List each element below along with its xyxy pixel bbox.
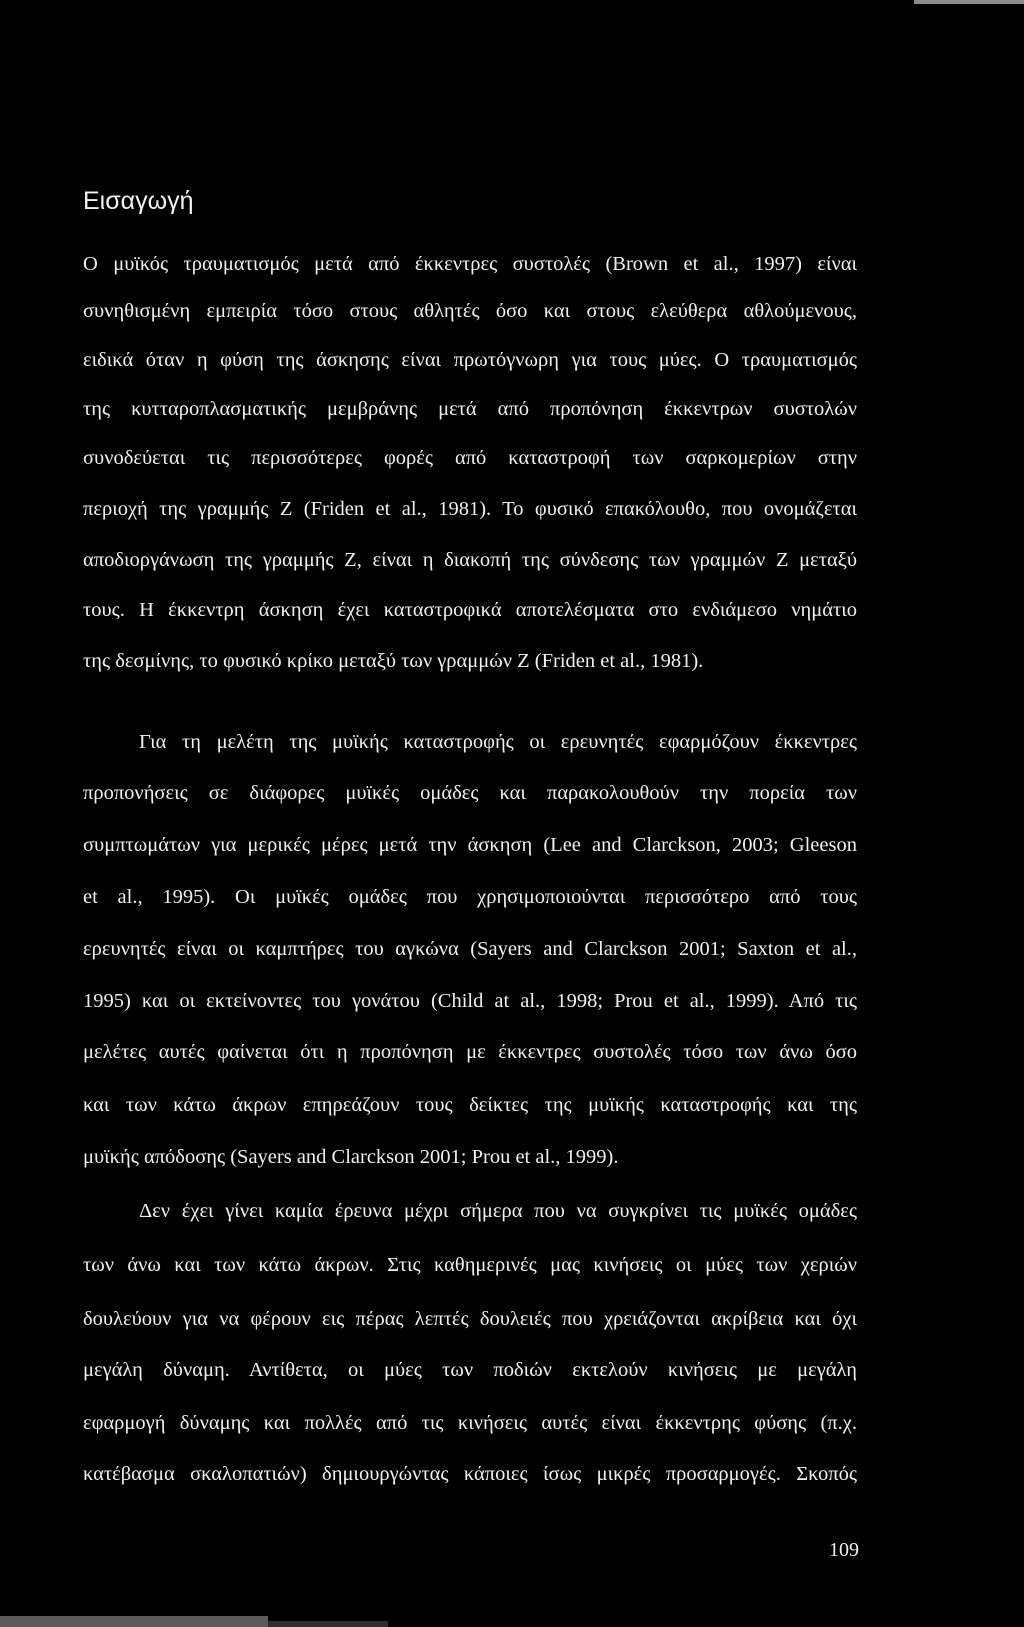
- text-line: ερευνητές είναι οι καμπτήρες του αγκώνα (Sayers and Clarckson 2001; Saxton et al.,: [83, 938, 857, 960]
- text-line: συνοδεύεται τις περισσότερες φορές από καταστροφή των σαρκομερίων στην: [83, 447, 857, 469]
- text-line: εφαρμογή δύναμης και πολλές από τις κινήσεις αυτές είναι έκκεντρης φύσης (π.χ.: [83, 1412, 857, 1434]
- page-number: 109: [829, 1539, 859, 1561]
- text-line: και των κάτω άκρων επηρεάζουν τους δείκτες της μυϊκής καταστροφής και της: [83, 1094, 857, 1116]
- text-line: της κυτταροπλασματικής μεμβράνης μετά από προπόνηση έκκεντρων συστολών: [83, 398, 857, 420]
- text-line: μεγάλη δύναμη. Αντίθετα, οι μύες των ποδιών εκτελούν κινήσεις με μεγάλη: [83, 1359, 857, 1381]
- text-line: αποδιοργάνωση της γραμμής Ζ, είναι η διακοπή της σύνδεσης των γραμμών Ζ μεταξύ: [83, 549, 857, 571]
- text-line: μελέτες αυτές φαίνεται ότι η προπόνηση με έκκεντρες συστολές τόσο των άνω όσο: [83, 1041, 857, 1063]
- text-line: Για τη μελέτη της μυϊκής καταστροφής οι ερευνητές εφαρμόζουν έκκεντρες: [139, 731, 857, 753]
- text-line: ειδικά όταν η φύση της άσκησης είναι πρωτόγνωρη για τους μύες. Ο τραυματισμός: [83, 349, 857, 371]
- scan-edge-mark-top: [914, 0, 1024, 4]
- scan-edge-mark-bottom-secondary: [268, 1621, 388, 1627]
- text-line: της δεσμίνης, το φυσικό κρίκο μεταξύ των γραμμών Ζ (Friden et al., 1981).: [83, 650, 704, 672]
- text-line: Ο μυϊκός τραυματισμός μετά από έκκεντρες συστολές (Brown et al., 1997) είναι: [83, 253, 857, 275]
- text-line: συνηθισμένη εμπειρία τόσο στους αθλητές όσο και στους ελεύθερα αθλούμενους,: [83, 300, 857, 322]
- text-line: Δεν έχει γίνει καμία έρευνα μέχρι σήμερα που να συγκρίνει τις μυϊκές ομάδες: [139, 1200, 857, 1222]
- text-line: τους. Η έκκεντρη άσκηση έχει καταστροφικά αποτελέσματα στο ενδιάμεσο νημάτιο: [83, 599, 857, 621]
- text-line: συμπτωμάτων για μερικές μέρες μετά την άσκηση (Lee and Clarckson, 2003; Gleeson: [83, 834, 857, 856]
- text-line: προπονήσεις σε διάφορες μυϊκές ομάδες και παρακολουθούν την πορεία των: [83, 782, 857, 804]
- scan-edge-mark-bottom: [0, 1616, 268, 1627]
- text-line: περιοχή της γραμμής Ζ (Friden et al., 1981). Το φυσικό επακόλουθο, που ονομάζεται: [83, 498, 857, 520]
- text-line: 1995) και οι εκτείνοντες του γονάτου (Child at al., 1998; Prou et al., 1999). Από τις: [83, 990, 857, 1012]
- text-line: μυϊκής απόδοσης (Sayers and Clarckson 2001; Prou et al., 1999).: [83, 1146, 619, 1168]
- text-line: et al., 1995). Οι μυϊκές ομάδες που χρησιμοποιούνται περισσότερο από τους: [83, 886, 857, 908]
- text-line: των άνω και των κάτω άκρων. Στις καθημερινές μας κινήσεις οι μύες των χεριών: [83, 1254, 857, 1276]
- text-line: κατέβασμα σκαλοπατιών) δημιουργώντας κάποιες ίσως μικρές προσαρμογές. Σκοπός: [83, 1463, 857, 1485]
- section-title: Εισαγωγή: [83, 187, 194, 215]
- text-line: δουλεύουν για να φέρουν εις πέρας λεπτές δουλειές που χρειάζονται ακρίβεια και όχι: [83, 1308, 857, 1330]
